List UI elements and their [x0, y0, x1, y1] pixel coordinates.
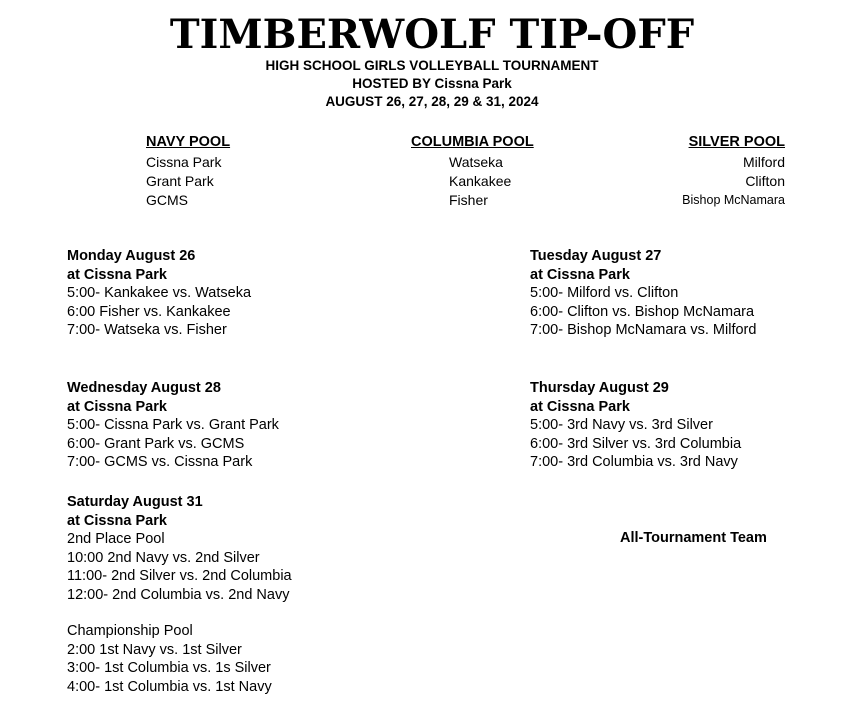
subtitle-host: HOSTED BY Cissna Park [352, 76, 512, 91]
location: at Cissna Park [67, 266, 167, 283]
game: 3:00- 1st Columbia vs. 1s Silver [67, 660, 271, 676]
schedule-tuesday [530, 247, 756, 340]
tournament-title: TIMBERWOLF TIP-OFF [169, 11, 695, 58]
silver-pool-heading: SILVER POOL [688, 134, 785, 150]
day-heading: Tuesday August 27 [530, 248, 662, 264]
game: 6:00- Grant Park vs. GCMS [67, 435, 245, 452]
game: 6:00 Fisher vs. Kankakee [67, 303, 231, 320]
game: 7:00- GCMS vs. Cissna Park [67, 454, 253, 470]
game: 7:00- 3rd Columbia vs. 3rd Navy [530, 454, 738, 470]
navy-pool-heading: NAVY POOL [146, 134, 231, 150]
schedule-wednesday [67, 379, 279, 472]
subtitle-tournament: HIGH SCHOOL GIRLS VOLLEYBALL TOURNAMENT [265, 58, 599, 73]
columbia-pool [411, 133, 534, 210]
day-heading: Monday August 26 [67, 248, 196, 264]
day-heading: Thursday August 29 [530, 380, 669, 396]
game: 7:00- Bishop McNamara vs. Milford [530, 322, 757, 338]
game: 11:00- 2nd Silver vs. 2nd Columbia [67, 568, 292, 584]
schedule-monday [67, 247, 251, 340]
pool-team: Clifton [745, 173, 785, 189]
location: at Cissna Park [67, 512, 167, 529]
columbia-pool-heading: COLUMBIA POOL [411, 134, 534, 150]
silver-pool [640, 133, 785, 210]
pool-team: Milford [742, 154, 785, 170]
game: 6:00- 3rd Silver vs. 3rd Columbia [530, 435, 742, 452]
game: 6:00- Clifton vs. Bishop McNamara [530, 303, 755, 320]
location: at Cissna Park [67, 398, 167, 415]
pool-team: Bishop McNamara [682, 193, 785, 207]
game: 5:00- Cissna Park vs. Grant Park [67, 417, 279, 433]
championship-pool-heading: Championship Pool [67, 623, 193, 639]
pool-team: Watseka [449, 154, 503, 170]
game: 4:00- 1st Columbia vs. 1st Navy [67, 678, 272, 695]
second-place-pool-heading: 2nd Place Pool [67, 531, 165, 547]
game: 5:00- 3rd Navy vs. 3rd Silver [530, 417, 713, 433]
location: at Cissna Park [530, 398, 630, 415]
pool-team: Cissna Park [146, 154, 222, 170]
all-tournament-team-heading: All-Tournament Team [620, 530, 767, 546]
day-heading: Wednesday August 28 [67, 380, 221, 396]
game: 5:00- Kankakee vs. Watseka [67, 285, 252, 301]
location: at Cissna Park [530, 266, 630, 283]
game: 2:00 1st Navy vs. 1st Silver [67, 641, 242, 658]
day-heading: Saturday August 31 [67, 494, 203, 510]
navy-pool [146, 133, 230, 210]
game: 7:00- Watseka vs. Fisher [67, 322, 227, 338]
schedule-thursday [530, 379, 741, 472]
subtitle-dates: AUGUST 26, 27, 28, 29 & 31, 2024 [325, 94, 539, 109]
pool-team: GCMS [146, 192, 188, 208]
pool-team: Kankakee [449, 173, 512, 189]
game: 12:00- 2nd Columbia vs. 2nd Navy [67, 586, 290, 603]
pool-team: Fisher [449, 192, 488, 208]
pool-team: Grant Park [146, 173, 214, 189]
schedule-saturday [67, 493, 292, 696]
game: 5:00- Milford vs. Clifton [530, 285, 679, 301]
game: 10:00 2nd Navy vs. 2nd Silver [67, 549, 260, 566]
